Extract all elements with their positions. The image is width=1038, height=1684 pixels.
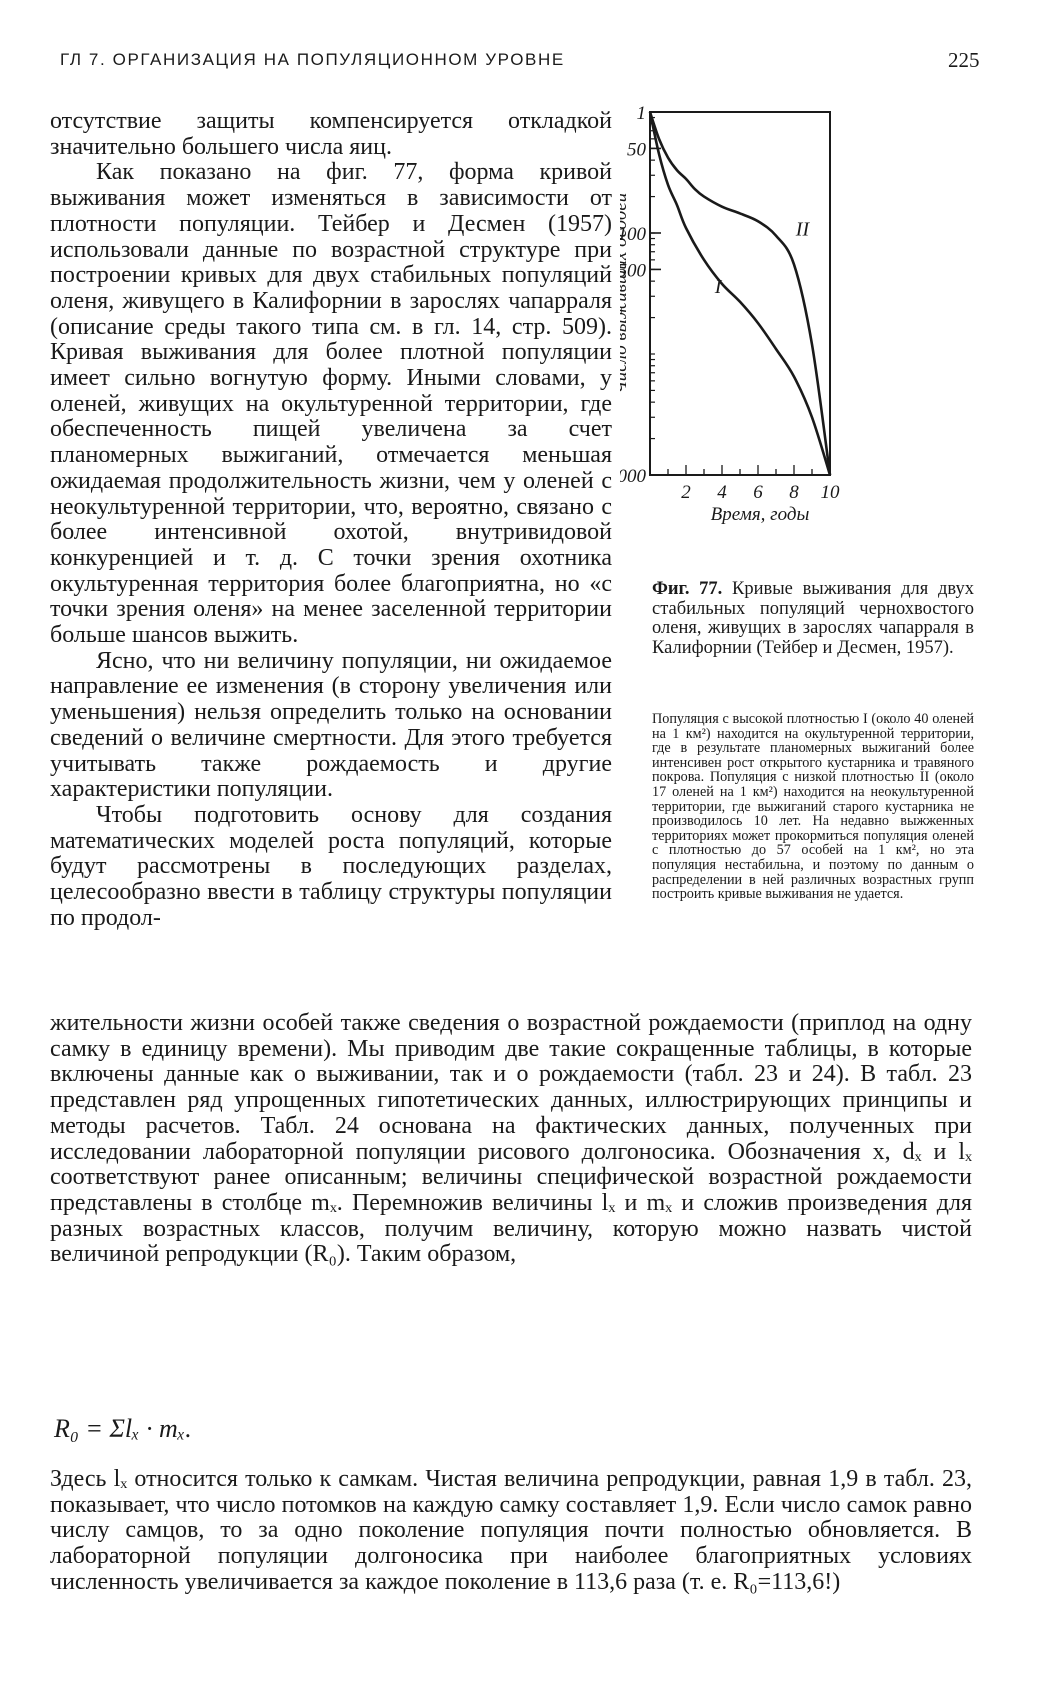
paragraph-3: Ясно, что ни величину популяции, ни ожидаемое направление ее изменения (в сторону увеличения или уменьшения) нельзя определить только на основании сведений о величине смертности. Для этого требуется учитывать также рождаемость и другие характеристики популяции. xyxy=(50,647,612,803)
y-tick-label: 1 xyxy=(636,103,646,124)
paragraph-4-end: жительности жизни особей также сведения о возрастной рождаемости (приплод на одну самку в единицу времени). Мы приводим две такие сокращенные таблицы, в которые включены данные как о выживании, так и о рождаемости (табл. 23 и 24). В табл. 23 представлен ряд упрощенных гипотетических данных, иллюстрирующих принципы и методы расчетов. Табл. 24 основана на фактических данных, полученных при исследовании лабораторной популяции рисового долгоносика. Обозначения x, dₓ и lₓ соответствуют ранее описанным; величины специфической возрастной рождаемости представлены в столбце mₓ. Перемножив величины lₓ и mₓ и сложив произведения для разных возрастных классов, получим величину, которую можно назвать чистой величиной репродукции (R₀). Таким образом, xyxy=(50,1010,972,1268)
x-tick-label: 2 xyxy=(681,482,691,503)
paragraph-4-start: Чтобы подготовить основу для создания математических моделей роста популяций, которые будут рассмотрены в последующих разделах, целесообразно ввести в таблицу структуры популяции по продол- xyxy=(50,801,612,931)
figure-note: Популяция с высокой плотностью I (около 40 оленей на 1 км²) находится на окультуренной территории, где в результате планомерных выжиганий более интенсивен рост открытого кустарника и травяного покрова. Популяция с низкой плотностью II (около 17 оленей на 1 км²) находится на неокультуренной территории, где выжиганий старого кустарника не производилось 10 лет. На недавно выжженных территориях может прокормиться популяция оленей с плотностью до 57 особей на 1 км², но эта популяция нестабильна, и поэтому по данным о распределении в ней различных возрастных групп построить кривые выживания не удается. xyxy=(652,711,974,903)
figure-caption xyxy=(652,580,974,658)
page-number: 225 xyxy=(948,48,980,72)
x-tick-label: 10 xyxy=(820,482,840,503)
caption-title: Фиг. 77. xyxy=(652,579,723,599)
running-header: ГЛ 7. ОРГАНИЗАЦИЯ НА ПОПУЛЯЦИОННОМ УРОВНЕ xyxy=(60,50,565,69)
x-tick-label: 6 xyxy=(753,482,763,503)
y-tick-label: 00 xyxy=(627,466,646,487)
y-tick-label: 500 xyxy=(620,260,646,282)
curve-label-i: I xyxy=(714,275,722,298)
y-axis-label: Число выживших особей xyxy=(620,192,631,395)
left-column-text xyxy=(50,109,612,932)
survivorship-figure xyxy=(620,100,980,570)
x-tick-label: 8 xyxy=(789,482,799,503)
survival-curve-ii xyxy=(650,112,830,475)
curve-label-ii: II xyxy=(795,218,810,241)
formula: R₀ = Σlₓ · mₓ. xyxy=(54,1414,192,1443)
survivorship-chart xyxy=(620,100,980,570)
y-tick-label: 100 xyxy=(620,224,646,245)
x-axis-label: Время, годы xyxy=(710,504,810,525)
paragraph-2: Как показано на фиг. 77, форма кривой выживания может изменяться в зависимости от плотности популяции. Тейбер и Десмен (1957) использовали данные по возрастной структуре при построении кривых для двух стабильных популяций оленя, живущего в Калифорнии в зарослях чапарраля (описание среды такого типа см. в гл. 14, стр. 509). Кривая выживания для более плотной популяции имеет сильно вогнутую форму. Иными словами, у оленей, живущих на окультуренной территории, где обеспеченность пищей увеличена за счет планомерных выжиганий, отмечается меньшая ожидаемая продолжительность жизни, чем у оленей с неокультуренной территории, что, вероятно, связано с более интенсивной охотой, внутривидовой конкуренцией и т. д. С точки зрения охотника окультуренная территория более благоприятна, но «с точки зрения оленя» на менее заселенной территории больше шансов выжить. xyxy=(50,159,612,649)
chart-curves xyxy=(650,112,830,475)
x-tick-label: 4 xyxy=(717,482,727,503)
paragraph-5: Здесь lₓ относится только к самкам. Чистая величина репродукции, равная 1,9 в табл. 23, показывает, что число потомков на каждую самку составляет 1,9. Если число самок равно числу самцов, то за одно поколение популяция почти полностью обновляется. В лабораторной популяции долгоносика при наиболее благоприятных условиях численность увеличивается за каждое поколение в 113,6 раза (т. е. R₀=113,6!) xyxy=(50,1466,972,1595)
full-width-text xyxy=(50,1011,972,1268)
full-width-text-2 xyxy=(50,1467,972,1596)
caption-text: Кривые выживания для двух стабильных популяций чернохвостого оленя, живущих в зарослях чапарраля в Калифорнии (Тейбер и Десмен, 1957). xyxy=(652,579,974,658)
y-tick-label: 50 xyxy=(627,139,646,161)
paragraph-1: отсутствие защиты компенсируется откладкой значительно большего числа яиц. xyxy=(50,108,612,160)
